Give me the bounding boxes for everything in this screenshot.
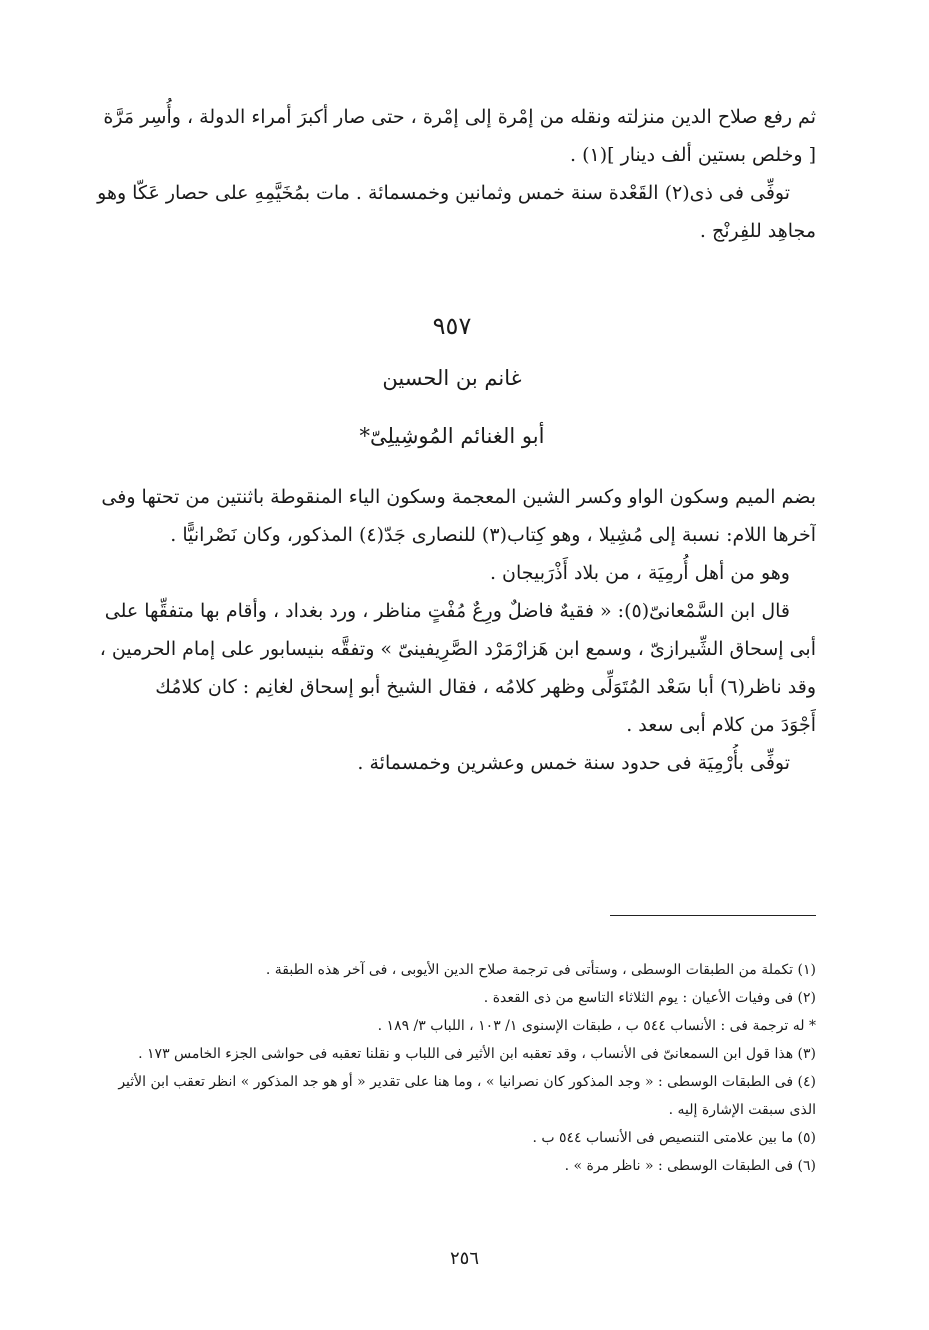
intro-line: مجاهِد للفِرنْج . — [699, 220, 816, 242]
body-line: آخرها اللام: نسبة إلى مُشِيلا ، وهو كِتاب(٣) للنصارى جَدّ(٤) المذكور، وكان نَصْرانيًّا . — [170, 524, 816, 546]
body-line: وهو من أهل أُرمِيَة ، من بلاد أَذْرَبيجان . — [489, 562, 790, 584]
footnote: (٥) ما بين علامتى التنصيص فى الأنساب ٥٤٤ ب . — [532, 1130, 816, 1146]
footnote: (٦) فى الطبقات الوسطى : « ناظر مرة » . — [564, 1158, 816, 1174]
intro-line: [ وخلص بستين ألف دينار ](١) . — [570, 144, 816, 166]
footnote: * له ترجمة فى : الأنساب ٥٤٤ ب ، طبقات الإسنوى ١/ ١٠٣ ، اللباب ٣/ ١٨٩ . — [377, 1018, 816, 1034]
footnotes — [100, 956, 816, 1180]
body-line: أبى إسحاق الشِّيرازىّ ، وسمع ابن هَزارْمَرْد الصَّرِيفينىّ » وتفقَّه بنيسابور على إمام الحرمين ، — [99, 638, 816, 660]
body-line: بضم الميم وسكون الواو وكسر الشين المعجمة وسكون الياء المنقوطة باثنتين من تحتها وفى — [101, 486, 816, 508]
footnote: (٢) فى وفيات الأعيان : يوم الثلاثاء التاسع من ذى القعدة . — [483, 990, 816, 1006]
footnote-separator — [610, 915, 816, 916]
page-number: ٢٥٦ — [449, 1248, 479, 1269]
intro-line: توفِّى فى ذى(٢) القَعْدة سنة خمس وثمانين وخمسمائة . مات بمُخَيَّمِهِ على حصار عَكّا وهو — [97, 182, 790, 204]
footnote: (١) تكملة من الطبقات الوسطى ، وستأتى فى ترجمة صلاح الدين الأيوبى ، فى آخر هذه الطبقة . — [265, 962, 816, 978]
footnote: (٣) هذا قول ابن السمعانىّ فى الأنساب ، وقد تعقبه ابن الأثير فى اللباب و نقلنا تعقبه فى حواشى الجزء الخامس ١٧٣ . — [138, 1046, 816, 1062]
body-paragraph — [88, 478, 816, 782]
footnote: الذى سبقت الإشارة إليه . — [668, 1102, 816, 1118]
footnote: (٤) فى الطبقات الوسطى : « وجد المذكور كان نصرانيا » ، وما هنا على تقدير « أو هو جد المذكور » انظر تعقب ابن الأثير — [118, 1074, 816, 1090]
body-line: أَجْوَدَ من كلام أبى سعد . — [626, 714, 816, 736]
body-line: وقد ناظر(٦) أبا سَعْد المُتَوَلِّى وظهر كلامُه ، فقال الشيخ أبو إسحاق لغانِم : كان كلامُك — [155, 676, 816, 698]
entry-kunya: أبو الغنائم المُوشِيلِىّ* — [359, 424, 545, 448]
body-line: توفِّى بأُرْمِيَة فى حدود سنة خمس وعشرين وخمسمائة . — [357, 752, 790, 774]
entry-name: غانم بن الحسين — [382, 366, 522, 390]
entry-number: ٩٥٧ — [432, 312, 472, 340]
body-line: قال ابن السَّمْعانىّ(٥): « فقيهٌ فاضلٌ ورِعٌ مُفْتٍ مناظر ، ورد بغداد ، وأقام بها متفقِّها على — [104, 600, 790, 622]
intro-paragraph — [88, 98, 816, 250]
intro-line: ثم رفع صلاح الدين منزلته ونقله من إمْرة إلى إمْرة ، حتى صار أكبرَ أمراء الدولة ، وأُسِر مَرَّة — [103, 106, 816, 128]
